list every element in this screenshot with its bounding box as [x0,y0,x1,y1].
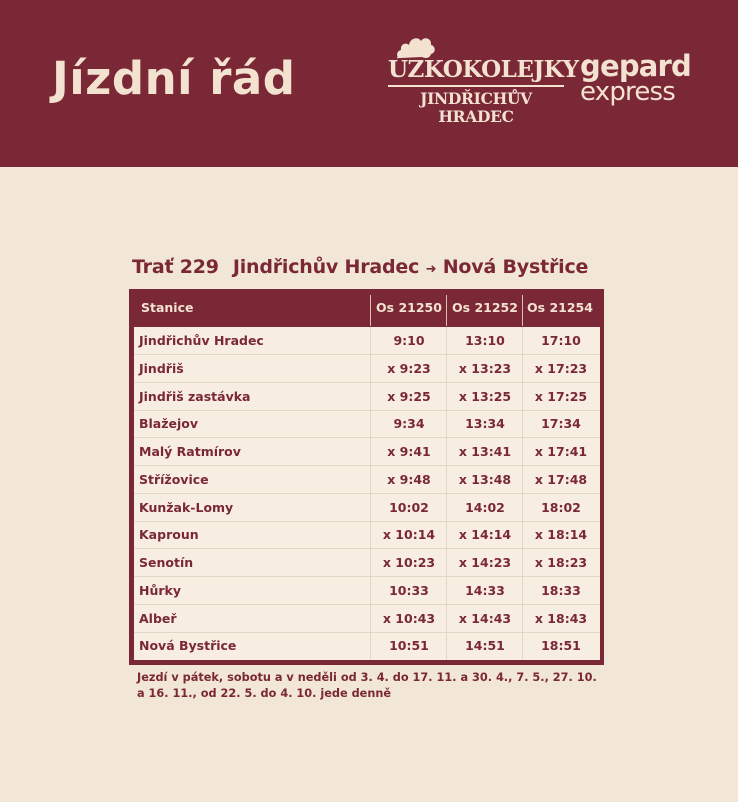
time-cell: x 14:43 [458,610,512,626]
header-banner [0,0,738,167]
station-cell: Nová Bystřice [139,638,237,654]
time-cell: 18:33 [541,582,581,598]
station-cell: Střížovice [139,471,209,487]
station-cell: Jindřiš zastávka [139,388,251,404]
table-row [134,410,600,438]
route-title [132,256,588,278]
table-row [134,327,600,355]
time-cell: x 10:43 [382,610,436,626]
gepard-express-logo [580,49,692,107]
time-cell: x 17:23 [534,360,588,376]
time-cell: 9:10 [393,333,425,348]
time-cell: 17:34 [541,416,581,432]
service-note: Jezdí v pátek, sobotu a v neděli od 3. 4. do 17. 11. a 30. 4., 7. 5., 27. 10. a 16. 11., od 22. 5. do 4. 10. jede denně [137,671,597,700]
table-row [134,438,600,466]
time-cell: x 13:25 [458,388,512,404]
time-cell: x 9:41 [387,444,431,459]
time-cell: x 13:48 [458,471,512,487]
time-cell: x 17:25 [534,388,588,404]
timetable [129,289,604,665]
time-cell: x 9:48 [387,471,431,487]
time-cell: 13:34 [465,416,505,432]
time-cell: 9:34 [393,416,425,432]
time-cell: 14:02 [465,499,505,515]
station-cell: Hůrky [139,582,181,598]
time-cell: x 13:41 [458,444,512,459]
table-row [134,494,600,522]
station-cell: Albeř [139,610,177,626]
time-cell: x 17:48 [534,471,588,487]
route-number: Trať 229 [132,256,219,278]
time-cell: 18:51 [541,638,581,654]
time-cell: 14:33 [465,582,505,598]
time-cell: x 10:23 [382,555,436,570]
station-cell: Kaproun [139,527,199,543]
time-cell: 17:10 [541,333,581,348]
header-cell-train-1: Os 21250 [376,300,442,315]
station-cell: Jindřichův Hradec [139,333,264,348]
header-cell-station: Stanice [141,300,194,315]
uzkokolejky-logo-line2: JINDŘICHŮV HRADEC [420,89,532,126]
station-cell: Malý Ratmírov [139,444,241,459]
time-cell: x 9:25 [387,388,431,404]
time-cell: 13:10 [465,333,505,348]
table-row [134,521,600,549]
table-row [134,549,600,577]
time-cell: 10:33 [389,582,429,598]
time-cell: 10:02 [389,499,429,515]
time-cell: 14:51 [465,638,505,654]
table-row [134,577,600,605]
time-cell: x 14:14 [458,527,512,543]
station-cell: Jindřiš [139,360,184,376]
gepard-logo-word: gepard [580,49,692,83]
time-cell: 18:02 [541,499,581,515]
route-from: Jindřichův Hradec [232,256,420,278]
timetable-header [129,289,604,326]
uzkokolejky-logo-line1: ÚZKOKOLEJKY [388,57,564,87]
time-cell: x 14:23 [458,555,512,570]
time-cell: x 10:14 [382,527,436,543]
station-cell: Kunžak-Lomy [139,499,234,515]
header-cell-train-3: Os 21254 [527,300,593,315]
station-cell: Senotín [139,555,194,570]
page-title: Jízdní řád [52,52,296,105]
arrow-right-icon: ➜ [425,262,437,277]
table-row [134,355,600,383]
header-cell-train-2: Os 21252 [452,300,518,315]
time-cell: x 18:43 [534,610,588,626]
time-cell: 10:51 [389,638,429,654]
time-cell: x 9:23 [387,360,431,376]
uzkokolejky-logo [388,32,579,126]
table-row [134,383,600,411]
route-to: Nová Bystřice [442,256,589,278]
time-cell: x 17:41 [534,444,588,459]
express-logo-word: express [580,77,676,107]
time-cell: x 18:23 [534,555,588,570]
table-row [134,632,600,659]
time-cell: x 13:23 [458,360,512,376]
station-cell: Blažejov [139,416,199,432]
table-row [134,605,600,633]
table-row [134,466,600,494]
time-cell: x 18:14 [534,527,588,543]
timetable-body [134,327,600,660]
